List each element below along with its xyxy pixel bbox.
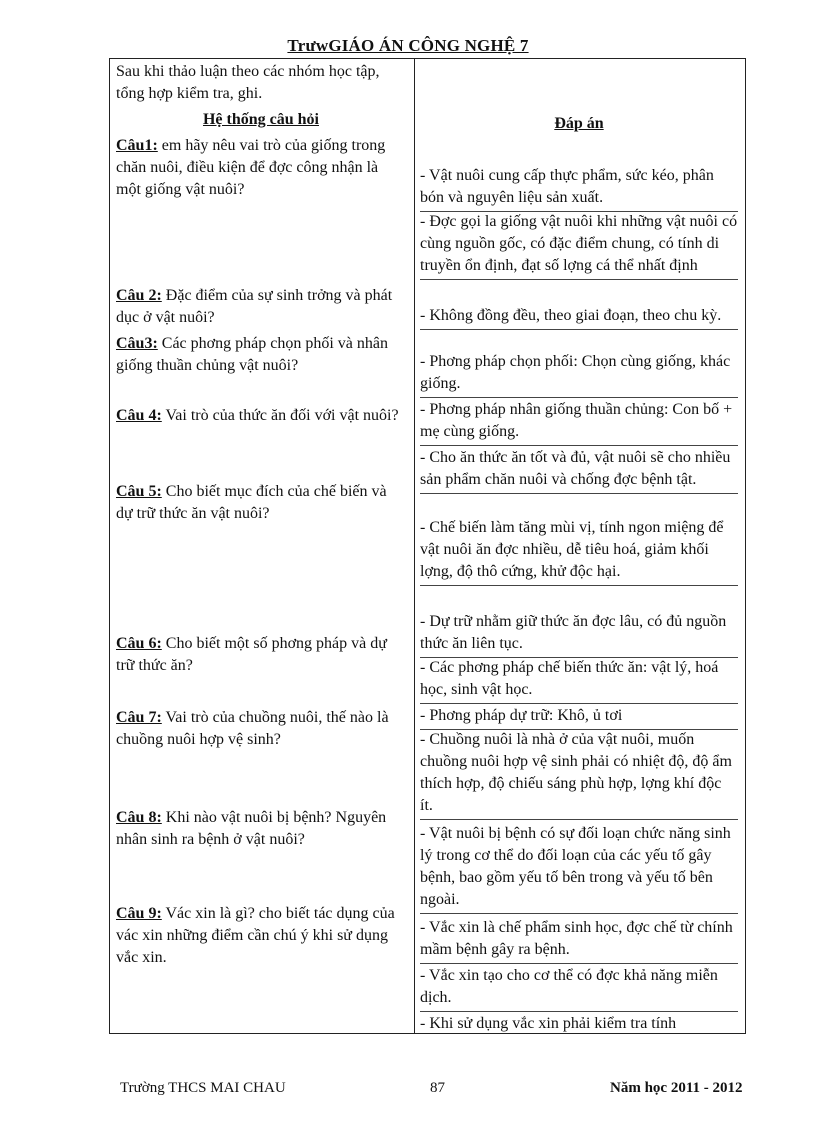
question-label: Câu1: bbox=[116, 137, 158, 154]
page-title: TrưwGIÁO ÁN CÔNG NGHỆ 7 bbox=[287, 36, 529, 55]
answer-item: - Đợc gọi la giống vật nuôi khi những vật nuôi có cùng nguồn gốc, có đặc điểm chung, có tính di truyền ổn định, đạt số lợng cá thể nhất định bbox=[420, 211, 738, 280]
question-6 bbox=[116, 633, 406, 677]
question-4 bbox=[116, 405, 406, 427]
answer-item: - Cho ăn thức ăn tốt và đủ, vật nuôi sẽ cho nhiều sản phẩm chăn nuôi và chống đợc bệnh tật. bbox=[420, 447, 738, 494]
question-label: Câu 5: bbox=[116, 483, 162, 500]
answer-item: - Phơng pháp chọn phối: Chọn cùng giống, khác giống. bbox=[420, 351, 738, 398]
question-text: Khi nào vật nuôi bị bệnh? Nguyên nhân sinh ra bệnh ở vật nuôi? bbox=[116, 809, 387, 848]
answer-item: - Các phơng pháp chế biến thức ăn: vật lý, hoá học, sinh vật học. bbox=[420, 657, 738, 704]
questions-heading: Hệ thống câu hỏi bbox=[202, 111, 319, 128]
question-text: em hãy nêu vai trò của giống trong chăn nuôi, điều kiện để đợc công nhận là một giống vật nuôi? bbox=[116, 137, 386, 198]
lesson-table bbox=[109, 58, 746, 1034]
question-label: Câu 7: bbox=[116, 709, 162, 726]
question-text: Đặc điểm của sự sinh trởng và phát dục ở vật nuôi? bbox=[116, 287, 393, 326]
answer-item: - Chế biến làm tăng mùi vị, tính ngon miệng để vật nuôi ăn đợc nhiều, dễ tiêu hoá, giảm khối lợng, độ thô cứng, khử độc hại. bbox=[420, 517, 738, 586]
answer-item: - Vật nuôi bị bệnh có sự đối loạn chức năng sinh lý trong cơ thể do đối loạn của các yếu tố gây bệnh, bao gồm yếu tố bên trong và yếu tố bên ngoài. bbox=[420, 823, 738, 914]
question-label: Câu 9: bbox=[116, 905, 162, 922]
question-label: Câu 2: bbox=[116, 287, 162, 304]
question-label: Câu 8: bbox=[116, 809, 162, 826]
answers-column bbox=[420, 61, 738, 1031]
question-text: Vác xin là gì? cho biết tác dụng của vác xin những điểm cần chú ý khi sử dụng vắc xin. bbox=[116, 905, 395, 966]
questions-column bbox=[116, 61, 406, 1031]
footer-school-year: Năm học 2011 - 2012 bbox=[610, 1080, 743, 1096]
answer-item: - Chuồng nuôi là nhà ở của vật nuôi, muốn chuồng nuôi hợp vệ sinh phải có nhiệt độ, độ ẩm thích hợp, độ chiếu sáng phù hợp, lợng khí độc ít. bbox=[420, 729, 738, 820]
footer-school: Trường THCS MAI CHAU bbox=[120, 1080, 286, 1096]
question-9 bbox=[116, 903, 406, 969]
answer-item: - Khi sử dụng vắc xin phải kiểm tra tính bbox=[420, 1015, 677, 1032]
question-5 bbox=[116, 481, 406, 525]
question-7 bbox=[116, 707, 406, 751]
question-1 bbox=[116, 135, 406, 201]
question-label: Câu 4: bbox=[116, 407, 162, 424]
answer-item: - Vật nuôi cung cấp thực phẩm, sức kéo, phân bón và nguyên liệu sản xuất. bbox=[420, 165, 738, 212]
question-2 bbox=[116, 285, 406, 329]
question-text: Vai trò của thức ăn đối với vật nuôi? bbox=[161, 407, 399, 424]
question-text: Cho biết mục đích của chế biến và dự trữ thức ăn vật nuôi? bbox=[116, 483, 387, 522]
answer-item: - Phơng pháp dự trữ: Khô, ủ tơi bbox=[420, 705, 738, 730]
answer-item: - Không đồng đều, theo giai đoạn, theo chu kỳ. bbox=[420, 305, 738, 330]
column-divider bbox=[414, 59, 415, 1033]
footer-page-number: 87 bbox=[430, 1080, 445, 1096]
question-text: Cho biết một số phơng pháp và dự trữ thức ăn? bbox=[116, 635, 387, 674]
answers-heading: Đáp án bbox=[554, 115, 604, 132]
question-text: Vai trò của chuồng nuôi, thế nào là chuồng nuôi hợp vệ sinh? bbox=[116, 709, 389, 748]
question-label: Câu3: bbox=[116, 335, 158, 352]
answer-item: - Vắc xin tạo cho cơ thể có đợc khả năng miễn dịch. bbox=[420, 965, 738, 1012]
question-text: Các phơng pháp chọn phối và nhân giống thuần chủng vật nuôi? bbox=[116, 335, 388, 374]
question-8 bbox=[116, 807, 406, 851]
answer-item: - Phơng pháp nhân giống thuần chủng: Con bố + mẹ cùng giống. bbox=[420, 399, 738, 446]
intro-text: Sau khi thảo luận theo các nhóm học tập, tổng hợp kiểm tra, ghi. bbox=[116, 63, 380, 102]
question-label: Câu 6: bbox=[116, 635, 162, 652]
question-3 bbox=[116, 333, 406, 377]
answer-item: - Vắc xin là chế phẩm sinh học, đợc chế từ chính mầm bệnh gây ra bệnh. bbox=[420, 917, 738, 964]
answer-item: - Dự trữ nhằm giữ thức ăn đợc lâu, có đủ nguồn thức ăn liên tục. bbox=[420, 611, 738, 658]
